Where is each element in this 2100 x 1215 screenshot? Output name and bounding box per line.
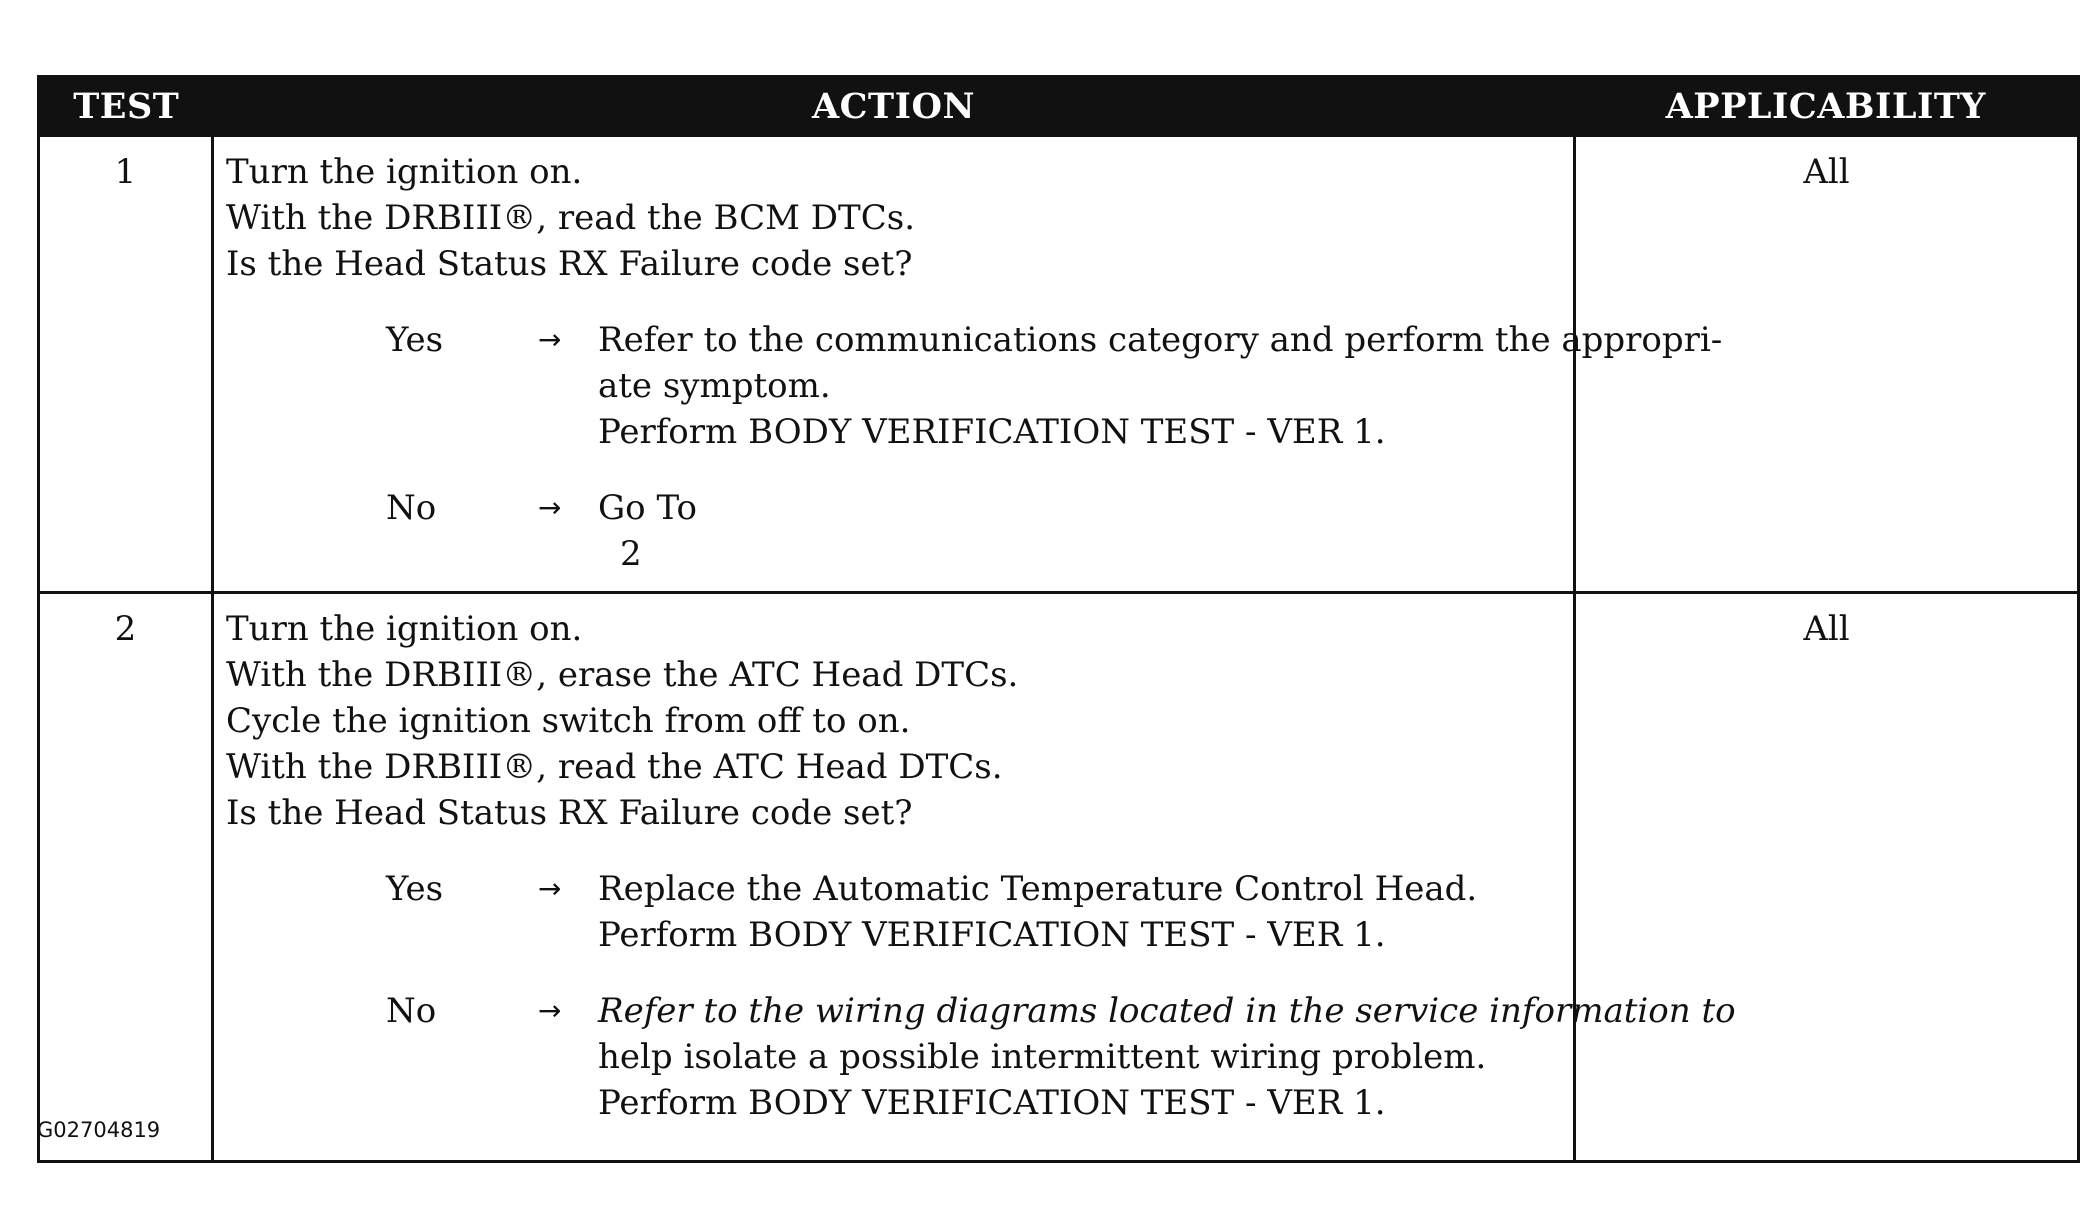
table-row [39, 136, 2079, 593]
arrow-right-icon: → [538, 323, 562, 356]
arrow-right-icon: → [538, 491, 562, 524]
yes-label: Yes [386, 320, 444, 360]
goto-text: Go To [598, 488, 697, 528]
no-result-text [598, 988, 1736, 1126]
action-cell [213, 136, 1723, 593]
action-step: With the DRBIII®, erase the ATC Head DTCs. [226, 655, 1019, 695]
yes-result [226, 317, 1723, 455]
yes-label: Yes [386, 869, 444, 909]
result-line: Perform BODY VERIFICATION TEST - VER 1. [598, 1083, 1386, 1123]
header-applicability: APPLICABILITY [1575, 77, 2079, 136]
action-step: Turn the ignition on. [226, 152, 583, 192]
diagnostic-test-table [37, 75, 2080, 1163]
header-test: TEST [39, 77, 213, 136]
table-header-row [39, 77, 2079, 136]
no-label: No [386, 991, 437, 1031]
yes-result-text [598, 317, 1722, 455]
applicability-value: All [1575, 136, 2079, 593]
action-step: With the DRBIII®, read the BCM DTCs. [226, 198, 915, 238]
result-line: ate symptom. [598, 366, 831, 406]
no-label: No [386, 488, 437, 528]
table-row [39, 593, 2079, 1162]
test-number: 1 [39, 136, 213, 593]
result-line: Replace the Automatic Temperature Control Head. [598, 869, 1478, 909]
arrow-right-icon: → [538, 994, 562, 1027]
action-step: With the DRBIII®, read the ATC Head DTCs. [226, 747, 1003, 787]
result-line: Perform BODY VERIFICATION TEST - VER 1. [598, 412, 1386, 452]
result-line: Refer to the communications category and perform the appropri- [598, 320, 1723, 360]
goto-target: 2 [620, 534, 642, 574]
action-cell [213, 593, 1736, 1162]
no-result [226, 485, 1565, 577]
test-number: 2 [39, 593, 213, 1162]
result-line: help isolate a possible intermittent wiring problem. [598, 1037, 1487, 1077]
figure-id: G02704819 [37, 1118, 161, 1142]
no-result-text [598, 485, 1565, 577]
yes-result [226, 866, 1565, 958]
header-action: ACTION [213, 77, 1575, 136]
action-step: Is the Head Status RX Failure code set? [226, 244, 913, 284]
action-step: Is the Head Status RX Failure code set? [226, 793, 913, 833]
action-step: Turn the ignition on. [226, 609, 583, 649]
action-step: Cycle the ignition switch from off to on. [226, 701, 911, 741]
yes-result-text [598, 866, 1565, 958]
arrow-right-icon: → [538, 872, 562, 905]
result-line: Refer to the wiring diagrams located in the service information to [598, 991, 1736, 1031]
result-line: Perform BODY VERIFICATION TEST - VER 1. [598, 915, 1386, 955]
no-result [226, 988, 1736, 1126]
applicability-value: All [1575, 593, 2079, 1162]
goto-line [598, 485, 1565, 577]
